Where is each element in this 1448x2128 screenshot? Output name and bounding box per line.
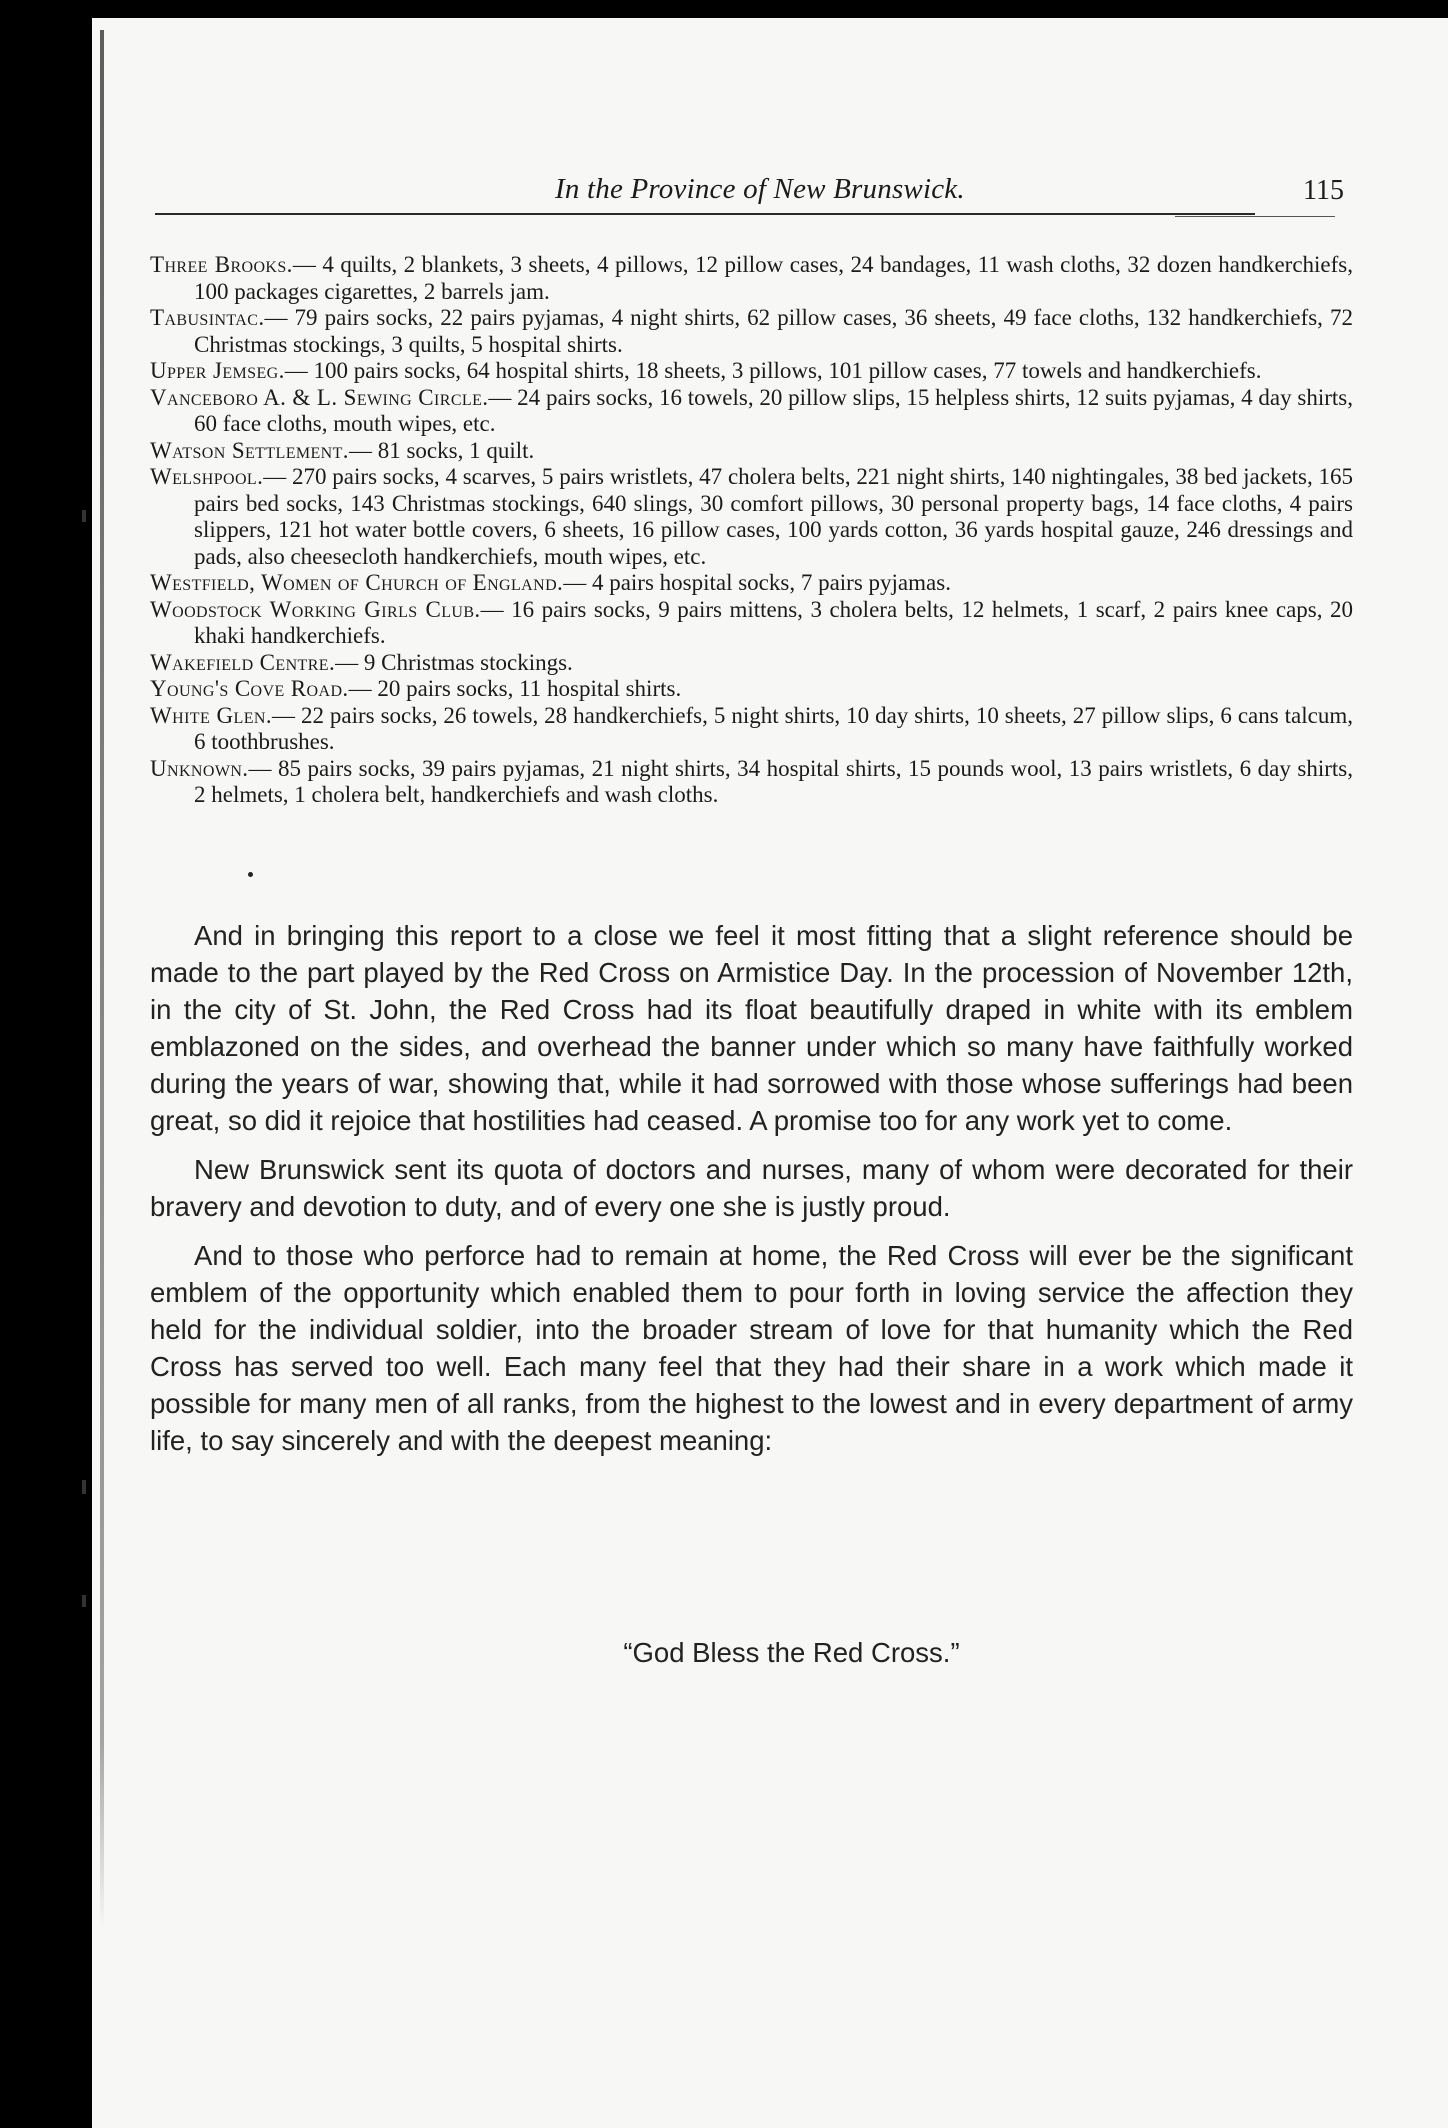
entry-text: — 4 pairs hospital socks, 7 pairs pyjamas. [563, 570, 951, 595]
page-header [155, 145, 1355, 215]
entry-text: — 85 pairs socks, 39 pairs pyjamas, 21 night shirts, 34 hospital shirts, 15 pounds wool, 13 pairs wristlets, 6 day shirts, 2 helmets, 1 cholera belt, handkerchiefs and wash cloths. [194, 755, 1353, 807]
entry-name: Upper Jemseg. [150, 358, 285, 383]
entry-name: Tabusintac. [150, 305, 265, 330]
donation-entry [150, 358, 1353, 385]
page-number: 115 [1303, 175, 1344, 206]
stray-dot [248, 872, 253, 877]
entry-name: Vanceboro A. & L. Sewing Circle. [150, 384, 489, 410]
closing-paragraph: New Brunswick sent its quota of doctors and nurses, many of whom were decorated for their bravery and devotion to duty, and of every one she is justly proud. [150, 1154, 1353, 1222]
entry-text: — 79 pairs socks, 22 pairs pyjamas, 4 night shirts, 62 pillow cases, 36 sheets, 49 face cloths, 132 handkerchiefs, 72 Christmas stockings, 3 quilts, 5 hospital shirts. [194, 305, 1353, 357]
running-title: In the Province of New Brunswick. [555, 173, 965, 205]
donation-entry [150, 438, 1353, 465]
donation-entry [150, 756, 1353, 809]
entry-name: Wakefield Centre. [150, 649, 336, 675]
entry-name: Woodstock Working Girls Club. [150, 596, 481, 622]
entry-text: — 4 quilts, 2 blankets, 3 sheets, 4 pillows, 12 pillow cases, 24 bandages, 11 wash cloths, 32 dozen handkerchiefs, 100 packages cigarettes, 2 barrels jam. [194, 252, 1353, 304]
margin-mark [82, 510, 86, 522]
closing-paragraph: And in bringing this report to a close we feel it most fitting that a slight reference should be made to the part played by the Red Cross on Armistice Day. In the procession of November 12th, in the city of St. John, the Red Cross had its float beautifully draped in white with its emblem emblazoned on the sides, and overhead the banner under which so many have faithfully worked during the years of war, showing that, while it had sorrowed with those whose sufferings had been great, so did it rejoice that hostilities had ceased. A promise too for any work yet to come. [150, 920, 1353, 1136]
entry-name: Unknown. [150, 755, 249, 781]
closing-section [150, 917, 1353, 1471]
donation-list [150, 252, 1353, 809]
donation-entry [150, 703, 1353, 756]
donation-entry [150, 464, 1353, 570]
donation-entry [150, 305, 1353, 358]
entry-text: — 9 Christmas stockings. [335, 649, 573, 675]
donation-entry [150, 676, 1353, 703]
closing-motto: “God Bless the Red Cross.” [623, 1637, 960, 1668]
entry-name: White Glen. [150, 702, 272, 728]
entry-text: — 20 pairs socks, 11 hospital shirts. [348, 676, 682, 701]
entry-text: — 81 socks, 1 quilt. [348, 437, 535, 463]
entry-text: — 24 pairs socks, 16 towels, 20 pillow slips, 15 helpless shirts, 12 suits pyjamas, 4 day shirts, 60 face cloths, mouth wipes, etc. [194, 384, 1353, 436]
entry-name: Westfield, Women of Church of England. [150, 570, 564, 595]
entry-name: Three Brooks. [150, 252, 293, 277]
entry-text: — 16 pairs socks, 9 pairs mittens, 3 cholera belts, 12 helmets, 1 scarf, 2 pairs knee caps, 20 khaki handkerchiefs. [194, 596, 1353, 648]
header-rule [155, 213, 1255, 215]
entry-text: — 100 pairs socks, 64 hospital shirts, 18 sheets, 3 pillows, 101 pillow cases, 77 towels and handkerchiefs. [284, 358, 1262, 383]
entry-name: Young's Cove Road. [150, 676, 349, 701]
donation-entry [150, 252, 1353, 305]
margin-mark [82, 1595, 86, 1607]
entry-name: Welshpool. [150, 464, 264, 489]
margin-mark [82, 1480, 86, 1494]
header-rule-extension [1175, 216, 1335, 217]
donation-entry [150, 570, 1353, 597]
donation-entry [150, 597, 1353, 650]
entry-text: — 270 pairs socks, 4 scarves, 5 pairs wristlets, 47 cholera belts, 221 night shirts, 140 nightingales, 38 bed jackets, 165 pairs bed socks, 143 Christmas stockings, 640 slings, 30 comfort pillows, 30 personal property bags, 14 face cloths, 4 pairs slippers, 121 hot water bottle covers, 6 sheets, 16 pillow cases, 100 yards cotton, 36 yards hospital gauze, 246 dressings and pads, also cheesecloth handkerchiefs, mouth wipes, etc. [194, 464, 1353, 569]
entry-name: Watson Settlement. [150, 437, 349, 463]
closing-paragraph: And to those who perforce had to remain at home, the Red Cross will ever be the significant emblem of the opportunity which enabled them to pour forth in loving service the affection they held for the individual soldier, into the broader stream of love for that humanity which the Red Cross has served too well. Each many feel that they had their share in a work which made it possible for many men of all ranks, from the highest to the lowest and in every department of army life, to say sincerely and with the deepest meaning: [150, 1240, 1353, 1456]
donation-entry [150, 385, 1353, 438]
binding-gutter-line [100, 30, 104, 1930]
donation-entry [150, 650, 1353, 677]
entry-text: — 22 pairs socks, 26 towels, 28 handkerchiefs, 5 night shirts, 10 day shirts, 10 sheets, 27 pillow slips, 6 cans talcum, 6 toothbrushes. [194, 702, 1353, 754]
